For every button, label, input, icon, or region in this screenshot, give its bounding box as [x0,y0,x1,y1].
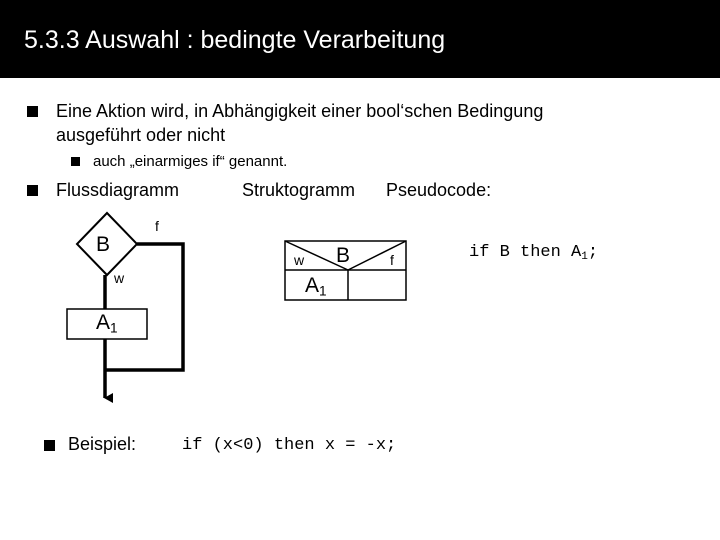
pseudocode-text [469,243,598,262]
pseudocode-label: Pseudocode: [386,180,492,200]
slide-title: 5.3.3 Auswahl : bedingte Verarbeitung [24,26,446,54]
pseudocode-suffix: ; [587,243,599,262]
struktogramm-false-label: f [390,252,394,268]
struktogramm-condition-label: B [336,244,351,267]
struktogramm-action-subscript: 1 [319,283,327,299]
beispiel-label: Beispiel: [68,434,137,454]
flowchart-false-label: f [155,218,159,234]
beispiel-code: if (x<0) then x = -x; [182,436,397,455]
sub-bullet-text: auch „einarmiges if“ genannt. [93,153,288,170]
pseudocode-subscript: 1 [581,250,588,263]
flowchart-action-label [96,311,118,335]
flowchart-false-branch [105,244,183,370]
struktogramm-action-label [305,274,327,298]
flowchart-action-text: A [96,311,111,334]
pseudocode-prefix: if B then A [469,243,582,262]
flussdiagramm-label: Flussdiagramm [56,180,180,200]
bullet-1-line-2: ausgeführt oder nicht [56,125,226,145]
struktogramm-diagonal-right [348,241,406,270]
flowchart-action-subscript: 1 [110,320,118,336]
bullet-3-marker [44,440,55,451]
bullet-1-line-1: Eine Aktion wird, in Abhängigkeit einer bool‘schen Bedingung [56,101,544,121]
flowchart-true-label: w [114,270,125,286]
struktogramm-true-label: w [294,252,305,268]
struktogramm-action-text: A [305,274,320,297]
flowchart-condition-label: B [96,233,111,256]
struktogramm-label: Struktogramm [242,180,356,200]
